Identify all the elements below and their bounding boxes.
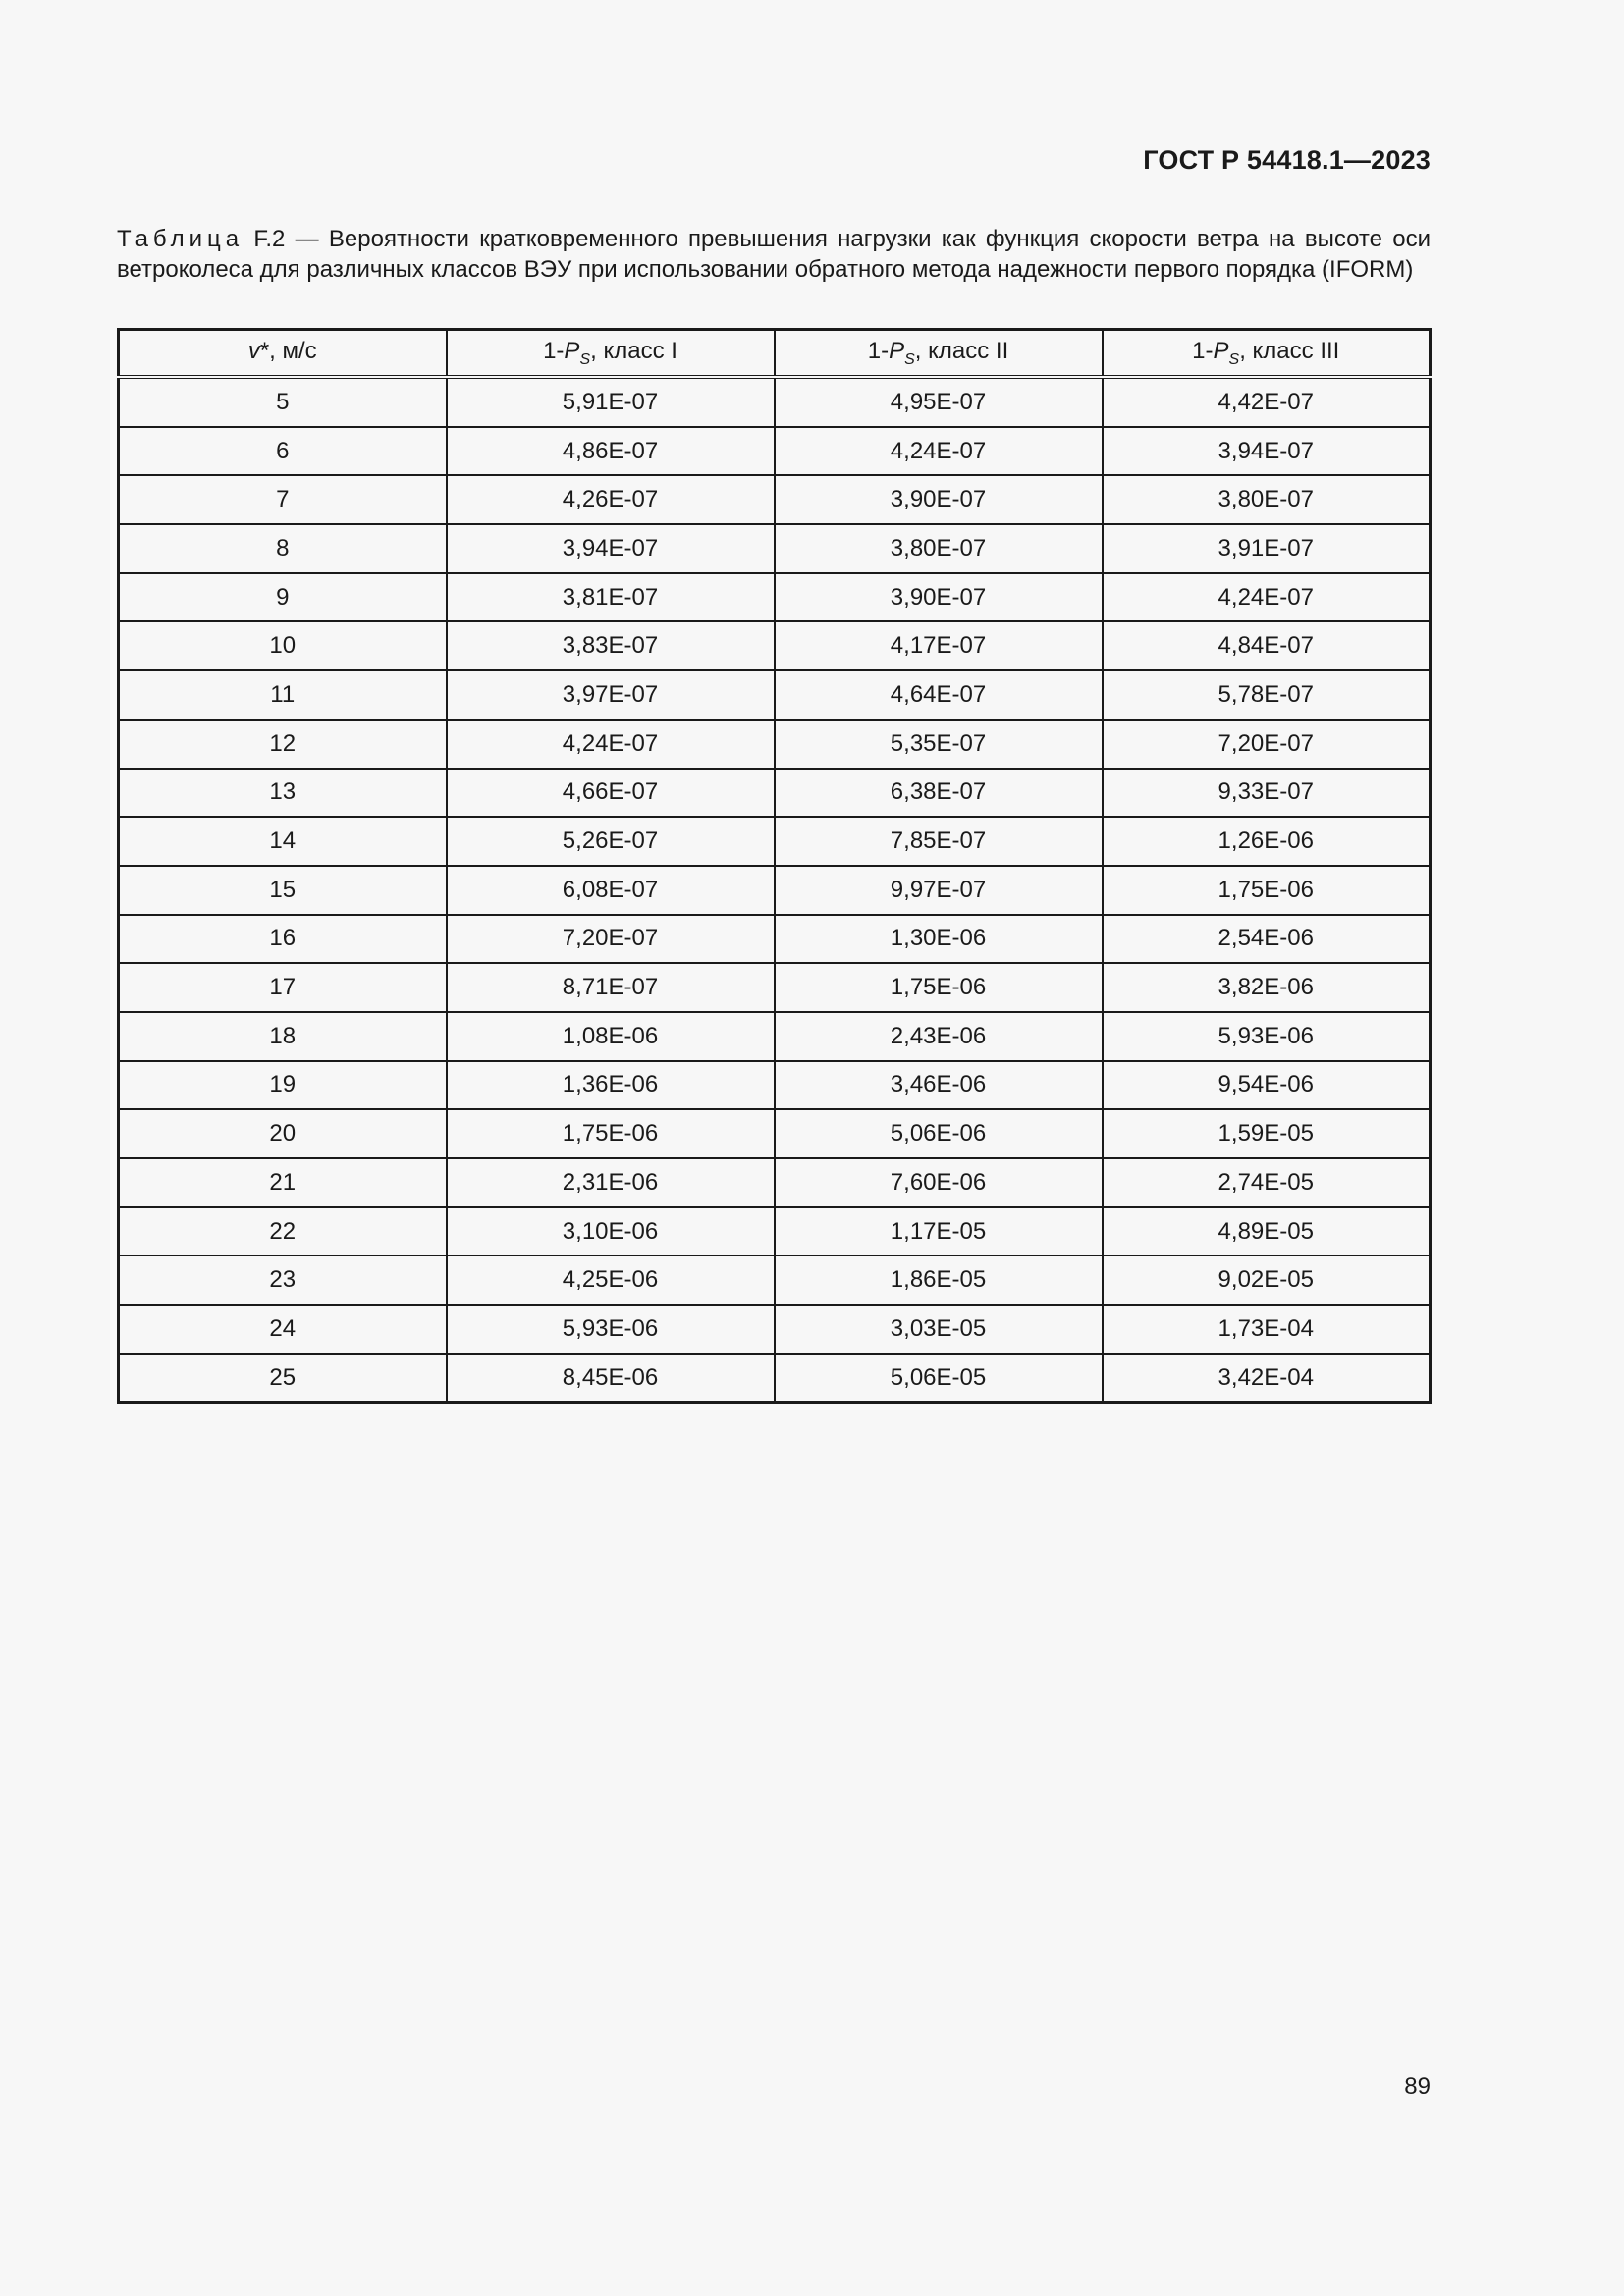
- table-row: [119, 915, 1431, 964]
- column-header: [775, 330, 1103, 378]
- probability-cell: 4,86E-07: [447, 427, 775, 476]
- wind-speed-cell: 24: [119, 1305, 447, 1354]
- column-header-prefix: 1-: [1192, 337, 1214, 364]
- probability-cell: 7,85E-07: [775, 817, 1103, 866]
- wind-speed-cell: 6: [119, 427, 447, 476]
- probability-cell: 4,24E-07: [1103, 573, 1431, 622]
- probability-cell: 5,35E-07: [775, 720, 1103, 769]
- probability-cell: 3,90E-07: [775, 475, 1103, 524]
- column-header-symbol: P: [564, 337, 580, 364]
- probability-cell: 1,75E-06: [775, 963, 1103, 1012]
- table-row: [119, 1061, 1431, 1110]
- probability-cell: 2,54E-06: [1103, 915, 1431, 964]
- probability-cell: 3,46E-06: [775, 1061, 1103, 1110]
- table-row: [119, 1109, 1431, 1158]
- probability-cell: 3,90E-07: [775, 573, 1103, 622]
- probability-cell: 1,75E-06: [1103, 866, 1431, 915]
- wind-speed-cell: 8: [119, 524, 447, 573]
- probability-cell: 5,06E-06: [775, 1109, 1103, 1158]
- wind-speed-cell: 5: [119, 377, 447, 427]
- table-row: [119, 817, 1431, 866]
- probability-cell: 4,84E-07: [1103, 621, 1431, 670]
- wind-speed-cell: 16: [119, 915, 447, 964]
- column-header: [119, 330, 447, 378]
- probability-cell: 1,26E-06: [1103, 817, 1431, 866]
- column-header-suffix: , класс III: [1239, 337, 1340, 364]
- table-row: [119, 1158, 1431, 1207]
- probability-cell: 7,60E-06: [775, 1158, 1103, 1207]
- column-header: [447, 330, 775, 378]
- wind-speed-cell: 18: [119, 1012, 447, 1061]
- probability-cell: 1,30E-06: [775, 915, 1103, 964]
- probability-cell: 3,81E-07: [447, 573, 775, 622]
- table-caption: [117, 224, 1431, 285]
- probability-cell: 1,73E-04: [1103, 1305, 1431, 1354]
- table-row: [119, 1305, 1431, 1354]
- column-header-symbol: P: [1213, 337, 1229, 364]
- column-header-subscript: S: [904, 350, 915, 368]
- table-row: [119, 377, 1431, 427]
- wind-speed-cell: 20: [119, 1109, 447, 1158]
- table-row: [119, 621, 1431, 670]
- document-header: ГОСТ Р 54418.1—2023: [1143, 145, 1431, 175]
- column-header-prefix: 1-: [867, 337, 890, 364]
- page-number: 89: [1404, 2073, 1431, 2100]
- probability-cell: 2,43E-06: [775, 1012, 1103, 1061]
- probability-cell: 8,71E-07: [447, 963, 775, 1012]
- wind-speed-cell: 19: [119, 1061, 447, 1110]
- wind-speed-cell: 23: [119, 1255, 447, 1305]
- table-row: [119, 963, 1431, 1012]
- table-row: [119, 670, 1431, 720]
- wind-speed-cell: 9: [119, 573, 447, 622]
- probability-cell: 3,10E-06: [447, 1207, 775, 1256]
- probability-cell: 4,26E-07: [447, 475, 775, 524]
- column-header-symbol: P: [889, 337, 905, 364]
- table-row: [119, 1207, 1431, 1256]
- probability-cell: 7,20E-07: [447, 915, 775, 964]
- wind-speed-cell: 22: [119, 1207, 447, 1256]
- wind-speed-cell: 7: [119, 475, 447, 524]
- probability-cell: 6,38E-07: [775, 769, 1103, 818]
- probability-cell: 3,83E-07: [447, 621, 775, 670]
- probability-cell: 4,42E-07: [1103, 377, 1431, 427]
- wind-speed-cell: 10: [119, 621, 447, 670]
- probability-cell: 4,24E-07: [447, 720, 775, 769]
- table-row: [119, 1255, 1431, 1305]
- probability-cell: 3,94E-07: [447, 524, 775, 573]
- probability-cell: 5,91E-07: [447, 377, 775, 427]
- probability-cell: 9,54E-06: [1103, 1061, 1431, 1110]
- probability-cell: 4,17E-07: [775, 621, 1103, 670]
- probability-cell: 5,06E-05: [775, 1354, 1103, 1403]
- table-row: [119, 769, 1431, 818]
- probability-cell: 4,66E-07: [447, 769, 775, 818]
- probability-table: [117, 328, 1432, 1404]
- table-row: [119, 427, 1431, 476]
- probability-cell: 3,82E-06: [1103, 963, 1431, 1012]
- wind-speed-cell: 25: [119, 1354, 447, 1403]
- table-row: [119, 475, 1431, 524]
- table-row: [119, 1354, 1431, 1403]
- probability-cell: 4,25E-06: [447, 1255, 775, 1305]
- probability-cell: 3,80E-07: [1103, 475, 1431, 524]
- probability-cell: 1,59E-05: [1103, 1109, 1431, 1158]
- probability-cell: 3,03E-05: [775, 1305, 1103, 1354]
- probability-cell: 1,86E-05: [775, 1255, 1103, 1305]
- table-row: [119, 524, 1431, 573]
- wind-speed-cell: 21: [119, 1158, 447, 1207]
- probability-cell: 1,17E-05: [775, 1207, 1103, 1256]
- probability-cell: 7,20E-07: [1103, 720, 1431, 769]
- probability-cell: 9,97E-07: [775, 866, 1103, 915]
- wind-speed-cell: 11: [119, 670, 447, 720]
- column-header-suffix: , класс II: [914, 337, 1009, 364]
- probability-cell: 3,94E-07: [1103, 427, 1431, 476]
- probability-cell: 4,89E-05: [1103, 1207, 1431, 1256]
- probability-cell: 5,26E-07: [447, 817, 775, 866]
- probability-cell: 9,02E-05: [1103, 1255, 1431, 1305]
- table-row: [119, 573, 1431, 622]
- probability-cell: 4,95E-07: [775, 377, 1103, 427]
- probability-cell: 8,45E-06: [447, 1354, 775, 1403]
- column-header-suffix: *, м/с: [259, 337, 317, 364]
- wind-speed-cell: 12: [119, 720, 447, 769]
- caption-text: F.2 — Вероятности кратковременного превышения нагрузки как функция скорости ветра на высоте оси ветроколеса для различных классов ВЭУ при использовании обратного метода надежности первого порядка (IFORM): [117, 226, 1431, 283]
- column-header: [1103, 330, 1431, 378]
- column-header-symbol: v: [247, 337, 260, 364]
- probability-cell: 5,93E-06: [447, 1305, 775, 1354]
- probability-cell: 3,42E-04: [1103, 1354, 1431, 1403]
- probability-cell: 9,33E-07: [1103, 769, 1431, 818]
- column-header-suffix: , класс I: [590, 337, 677, 364]
- probability-cell: 1,08E-06: [447, 1012, 775, 1061]
- caption-label: Таблица: [117, 226, 244, 252]
- probability-cell: 4,24E-07: [775, 427, 1103, 476]
- probability-cell: 5,78E-07: [1103, 670, 1431, 720]
- probability-cell: 3,97E-07: [447, 670, 775, 720]
- probability-cell: 3,80E-07: [775, 524, 1103, 573]
- wind-speed-cell: 13: [119, 769, 447, 818]
- table-body: [119, 377, 1431, 1403]
- table-row: [119, 1012, 1431, 1061]
- probability-cell: 1,75E-06: [447, 1109, 775, 1158]
- table-header-row: [119, 330, 1431, 378]
- probability-cell: 6,08E-07: [447, 866, 775, 915]
- table-row: [119, 866, 1431, 915]
- probability-cell: 2,31E-06: [447, 1158, 775, 1207]
- column-header-subscript: S: [1228, 350, 1240, 368]
- wind-speed-cell: 14: [119, 817, 447, 866]
- column-header-prefix: 1-: [543, 337, 565, 364]
- wind-speed-cell: 15: [119, 866, 447, 915]
- table-row: [119, 720, 1431, 769]
- probability-cell: 3,91E-07: [1103, 524, 1431, 573]
- probability-cell: 2,74E-05: [1103, 1158, 1431, 1207]
- probability-cell: 4,64E-07: [775, 670, 1103, 720]
- probability-cell: 5,93E-06: [1103, 1012, 1431, 1061]
- probability-cell: 1,36E-06: [447, 1061, 775, 1110]
- column-header-subscript: S: [579, 350, 591, 368]
- wind-speed-cell: 17: [119, 963, 447, 1012]
